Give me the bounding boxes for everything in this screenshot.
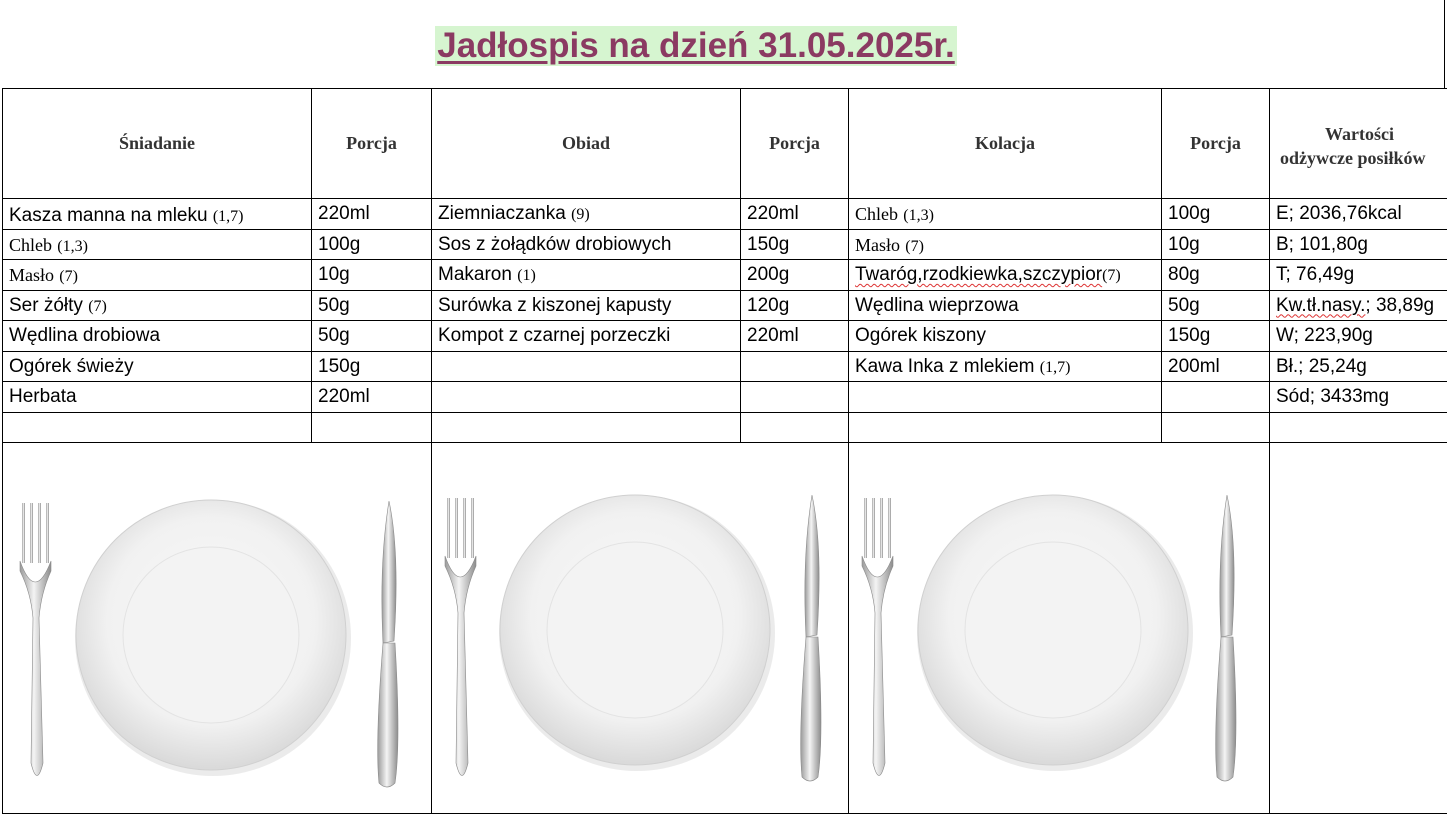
dinner-cell — [849, 290, 1162, 321]
lunch-cell — [432, 260, 741, 291]
dish-name: Masło — [9, 265, 54, 285]
allergens: (7) — [1102, 267, 1121, 284]
dinner-cell — [849, 199, 1162, 230]
nutrition-cell: T; 76,49g — [1270, 260, 1447, 291]
breakfast-cell — [3, 351, 312, 382]
breakfast-cell — [3, 199, 312, 230]
image-row — [3, 443, 1447, 814]
nutrition-cell: W; 223,90g — [1270, 321, 1447, 352]
place-setting-image — [432, 443, 849, 813]
place-setting-image — [3, 443, 432, 813]
header-nutrition-line1: Wartości — [1325, 123, 1394, 144]
knife-icon — [378, 501, 398, 787]
empty-cell — [741, 412, 849, 443]
header-dinner: Kolacja — [849, 89, 1162, 199]
allergens: (1,3) — [57, 237, 88, 255]
allergens: (1) — [517, 267, 536, 284]
fork-icon — [445, 498, 476, 776]
nutrition-label: Kw.tł.nasy. — [1276, 294, 1366, 316]
allergens: (1,7) — [1039, 358, 1071, 376]
nutrition-cell: B; 101,80g — [1270, 229, 1447, 260]
knife-icon — [1216, 495, 1236, 781]
header-nutrition-line2: odżywcze posiłków — [1280, 147, 1426, 168]
dinner-cell — [849, 260, 1162, 291]
portion-cell — [1162, 382, 1270, 413]
dish-name: Ser żółty — [9, 294, 83, 316]
dinner-cell — [849, 382, 1162, 413]
nutrition-cell: E; 2036,76kcal — [1270, 199, 1447, 230]
dish-name: Twaróg,rzodkiewka,szczypior — [855, 264, 1103, 285]
knife-icon — [801, 495, 821, 781]
breakfast-cell — [3, 229, 312, 260]
header-nutrition — [1270, 89, 1447, 199]
portion-cell — [741, 382, 849, 413]
breakfast-cell — [3, 260, 312, 291]
portion-cell: 100g — [1162, 199, 1270, 230]
empty-image-cell — [1270, 443, 1447, 814]
lunch-cell — [432, 382, 741, 413]
dish-name: Kasza manna na mleku — [9, 204, 208, 226]
table-row — [3, 199, 1447, 230]
dish-name: Wędlina wieprzowa — [855, 294, 1019, 316]
portion-cell: 80g — [1162, 260, 1270, 291]
dish-name: Herbata — [9, 386, 77, 407]
dish-name: Kompot z czarnej porzeczki — [438, 325, 671, 346]
lunch-cell — [432, 199, 741, 230]
dish-name: Sos z żołądków drobiowych — [438, 233, 672, 255]
portion-cell: 120g — [741, 290, 849, 321]
plate-icon — [75, 500, 351, 776]
table-row — [3, 382, 1447, 413]
empty-cell — [1270, 412, 1447, 443]
portion-cell: 150g — [1162, 321, 1270, 352]
table-row — [3, 351, 1447, 382]
breakfast-cell — [3, 382, 312, 413]
plate-icon — [499, 495, 775, 771]
plate-icon — [917, 495, 1193, 771]
dinner-cell — [849, 229, 1162, 260]
header-dinner-portion: Porcja — [1162, 89, 1270, 199]
dish-name: Ziemniaczanka — [438, 203, 566, 224]
portion-cell: 50g — [312, 321, 432, 352]
lunch-cell — [432, 290, 741, 321]
header-lunch: Obiad — [432, 89, 741, 199]
page-title: Jadłospis na dzień 31.05.2025r. — [437, 26, 955, 65]
breakfast-cell — [3, 321, 312, 352]
place-setting-cell — [432, 443, 849, 814]
table-row — [3, 321, 1447, 352]
portion-cell: 220ml — [312, 199, 432, 230]
title-container — [0, 26, 1392, 66]
dish-name: Ogórek kiszony — [855, 325, 986, 346]
header-lunch-portion: Porcja — [741, 89, 849, 199]
dinner-cell — [849, 321, 1162, 352]
nutrition-cell: Bł.; 25,24g — [1270, 351, 1447, 382]
table-row — [3, 260, 1447, 291]
portion-cell: 10g — [1162, 229, 1270, 260]
dish-name: Wędlina drobiowa — [9, 325, 161, 346]
portion-cell: 10g — [312, 260, 432, 291]
menu-table — [2, 88, 1447, 814]
fork-icon — [862, 498, 893, 776]
portion-cell: 200g — [741, 260, 849, 291]
allergens: (7) — [59, 268, 78, 285]
nutrition-cell — [1270, 290, 1447, 321]
place-setting-cell — [849, 443, 1270, 814]
empty-cell — [849, 412, 1162, 443]
fork-icon — [20, 503, 51, 776]
portion-cell: 150g — [741, 229, 849, 260]
dish-name: Masło — [855, 234, 900, 255]
page-border-line — [1444, 0, 1445, 88]
dish-name: Chleb — [855, 204, 898, 224]
dish-name: Chleb — [9, 234, 52, 255]
dish-name: Ogórek świeży — [9, 355, 134, 377]
breakfast-cell — [3, 290, 312, 321]
place-setting-image — [849, 443, 1270, 813]
allergens: (1,7) — [212, 207, 244, 225]
portion-cell: 220ml — [312, 382, 432, 413]
header-breakfast: Śniadanie — [3, 89, 312, 199]
dish-name: Makaron — [438, 264, 512, 285]
portion-cell — [741, 351, 849, 382]
nutrition-cell: Sód; 3433mg — [1270, 382, 1447, 413]
portion-cell: 150g — [312, 351, 432, 382]
allergens: (9) — [571, 206, 590, 223]
allergens: (7) — [905, 237, 924, 255]
table-row — [3, 229, 1447, 260]
portion-cell: 220ml — [741, 321, 849, 352]
table-row — [3, 290, 1447, 321]
nutrition-value: ; 38,89g — [1365, 294, 1435, 316]
lunch-cell — [432, 321, 741, 352]
place-setting-cell — [3, 443, 432, 814]
table-row-empty — [3, 412, 1447, 443]
empty-cell — [3, 412, 312, 443]
header-breakfast-portion: Porcja — [312, 89, 432, 199]
allergens: (7) — [88, 297, 107, 315]
empty-cell — [1162, 412, 1270, 443]
empty-cell — [432, 412, 741, 443]
portion-cell: 100g — [312, 229, 432, 260]
allergens: (1,3) — [903, 207, 934, 224]
portion-cell: 220ml — [741, 199, 849, 230]
dinner-cell — [849, 351, 1162, 382]
portion-cell: 200ml — [1162, 351, 1270, 382]
portion-cell: 50g — [312, 290, 432, 321]
empty-cell — [312, 412, 432, 443]
lunch-cell — [432, 229, 741, 260]
header-row — [3, 89, 1447, 199]
lunch-cell — [432, 351, 741, 382]
portion-cell: 50g — [1162, 290, 1270, 321]
dish-name: Kawa Inka z mlekiem — [855, 355, 1035, 377]
dish-name: Surówka z kiszonej kapusty — [438, 294, 672, 316]
